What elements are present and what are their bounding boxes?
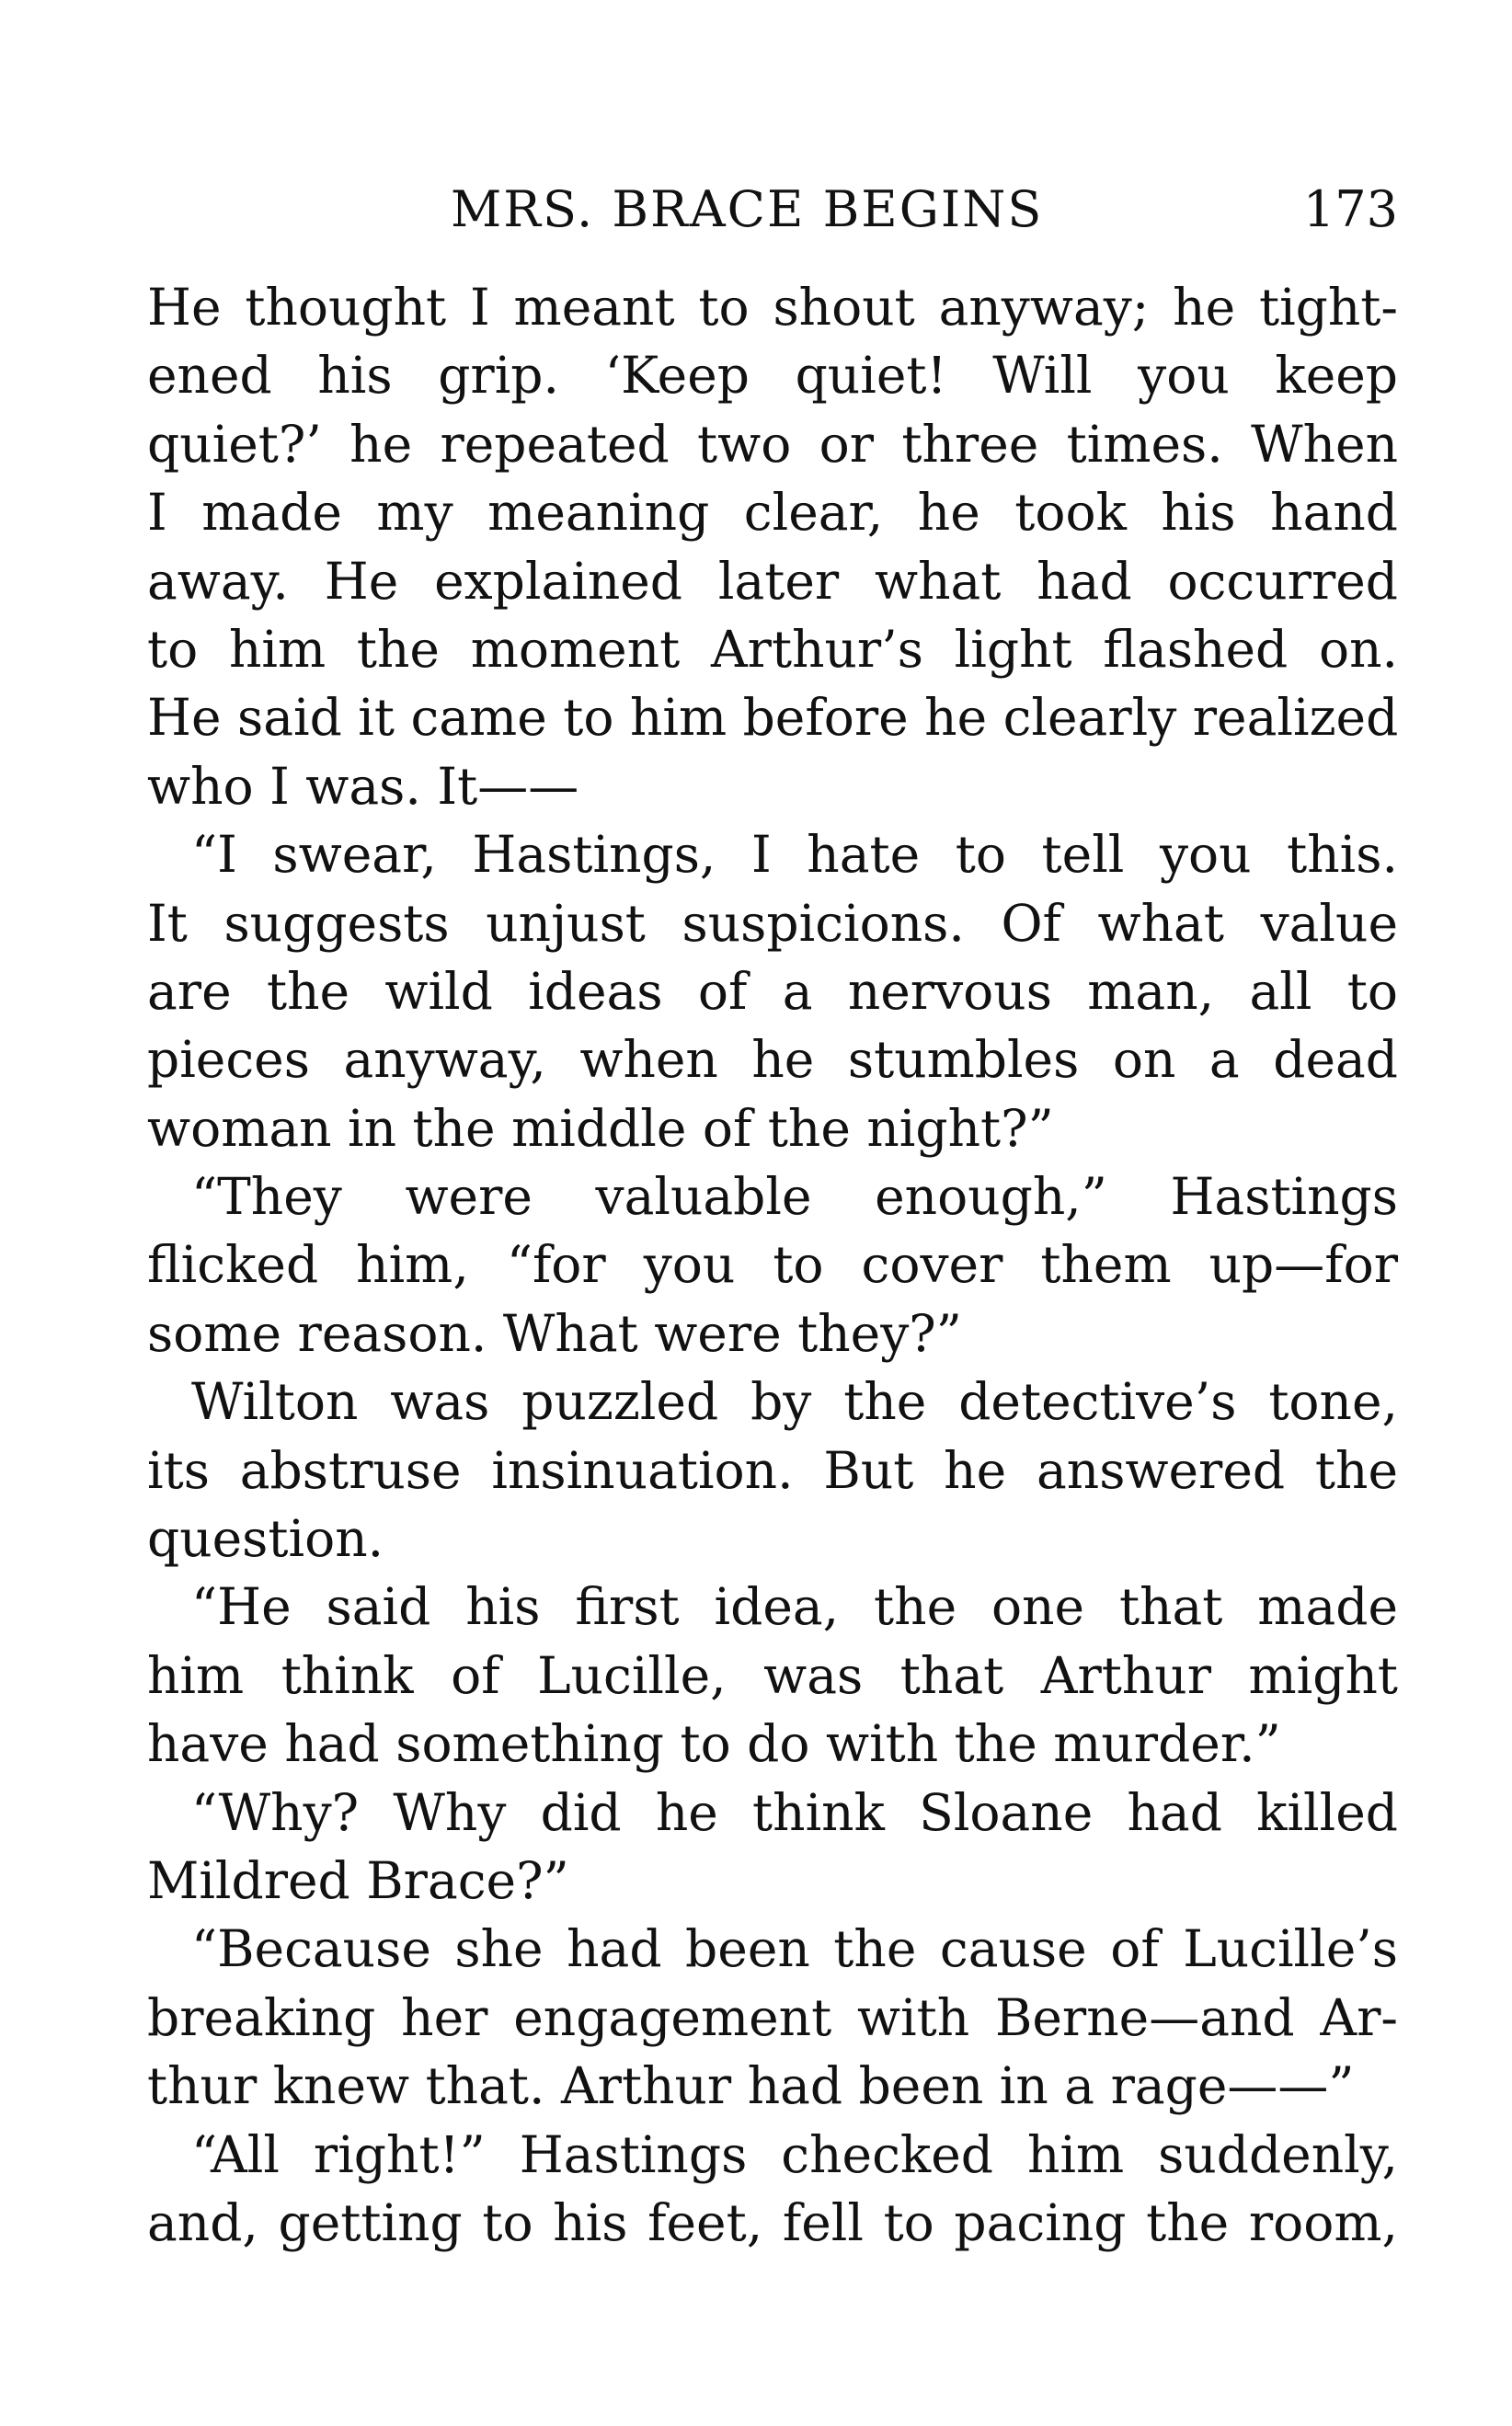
text-line: have had something to do with the murder.” <box>147 1714 1281 1774</box>
page-number: 173 <box>1302 180 1398 238</box>
text-line: him think of Lucille, was that Arthur might <box>147 1645 1398 1705</box>
text-line: Mildred Brace?” <box>147 1850 569 1910</box>
text-line: flicked him, “for you to cover them up—for <box>147 1235 1398 1295</box>
text-line: He said it came to him before he clearly realized <box>147 688 1399 748</box>
text-line: its abstruse insinuation. But he answered the <box>147 1440 1398 1500</box>
text-line: some reason. What were they?” <box>147 1303 962 1363</box>
text-line: “I swear, Hastings, I hate to tell you this. <box>191 825 1398 885</box>
text-line: and, getting to his feet, fell to pacing the room, <box>147 2192 1398 2252</box>
text-line: “All right!” Hastings checked him suddenly, <box>191 2124 1398 2184</box>
text-line: woman in the middle of the night?” <box>147 1098 1054 1158</box>
text-line: quiet?’ he repeated two or three times. When <box>147 414 1398 474</box>
text-line: “Why? Why did he think Sloane had killed <box>191 1782 1398 1842</box>
chapter-title: MRS. BRACE BEGINS <box>451 180 1044 238</box>
text-line: I made my meaning clear, he took his hand <box>147 483 1398 543</box>
text-line: Wilton was puzzled by the detective’s tone, <box>191 1372 1398 1432</box>
text-line: “Because she had been the cause of Lucille’s <box>191 1919 1398 1979</box>
running-head <box>147 173 1398 246</box>
text-line: to him the moment Arthur’s light flashed on. <box>147 619 1398 679</box>
text-line: are the wild ideas of a nervous man, all to <box>147 961 1398 1021</box>
text-line: “He said his first idea, the one that made <box>191 1577 1398 1637</box>
body-text <box>147 273 1398 2257</box>
text-line: question. <box>147 1509 384 1569</box>
text-line: pieces anyway, when he stumbles on a dead <box>147 1030 1398 1090</box>
text-line: breaking her engagement with Berne—and Ar- <box>147 1987 1398 2047</box>
text-line: “They were valuable enough,” Hastings <box>191 1167 1398 1227</box>
text-line: away. He explained later what had occurred <box>147 551 1398 611</box>
text-line: who I was. It—— <box>147 756 579 816</box>
text-line: It suggests unjust suspicions. Of what value <box>147 893 1398 953</box>
text-line: ened his grip. ‘Keep quiet! Will you keep <box>147 346 1398 406</box>
text-line: He thought I meant to shout anyway; he tight- <box>147 278 1398 337</box>
text-line: thur knew that. Arthur had been in a rage——” <box>147 2056 1355 2116</box>
